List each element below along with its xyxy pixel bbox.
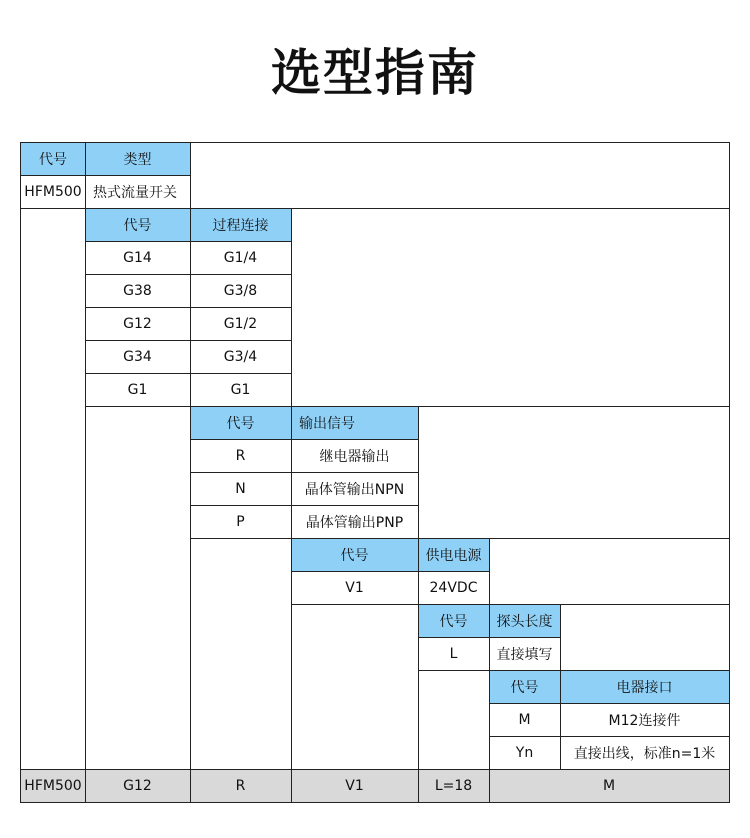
connection-code: G14 [123,249,152,266]
table-rule [291,208,292,803]
connection-code: G34 [123,348,152,365]
output-value: 晶体管输出PNP [305,514,404,531]
output-name-header: 输出信号 [291,406,418,439]
table-rule [85,274,291,275]
connection-value: G1 [230,381,251,398]
connection-value: G3/8 [223,282,258,299]
connector-value: 直接出线，标准n=1米 [573,745,716,762]
table-rule [85,142,86,803]
table-rule [21,142,730,143]
example-output: R [190,769,291,802]
example-probe-length: L=18 [418,769,489,802]
output-value: 晶体管输出NPN [304,481,405,498]
table-rule [20,142,21,803]
output-value: 继电器输出 [319,448,390,465]
table-rule [489,736,730,737]
table-rule [489,703,730,704]
table-rule [85,340,291,341]
connection-name-header: 过程连接 [190,208,291,241]
table-rule [85,307,291,308]
power-code: V1 [345,579,364,596]
table-rule [560,604,561,769]
table-rule [21,175,190,176]
connection-value: G1/2 [223,315,258,332]
probe-code: L [449,645,458,662]
table-rule [418,670,730,671]
table-rule [85,406,730,407]
table-rule [489,538,490,803]
example-model: HFM500 [21,769,85,802]
connector-code: Yn [515,744,534,761]
table-rule [21,769,730,770]
page-title: 选型指南 [271,44,479,102]
table-rule [291,571,489,572]
probe-code-header: 代号 [418,604,489,637]
table-rule [190,142,191,803]
connector-name-header: 电器接口 [560,670,729,703]
probe-name-header: 探头长度 [489,604,560,637]
table-rule [190,538,730,539]
output-code-header: 代号 [190,406,291,439]
table-rule [729,142,730,803]
connection-code: G1 [127,381,148,398]
connection-code: G12 [123,315,152,332]
table-rule [190,472,418,473]
example-connector: M [489,769,729,802]
table-rule [190,439,418,440]
connector-value: M12连接件 [608,712,681,729]
model-type-header: 类型 [85,143,190,175]
table-rule [85,373,291,374]
connection-value: G1/4 [223,249,258,266]
connector-code: M [518,711,531,728]
table-rule [418,406,419,803]
output-code: R [235,447,246,464]
table-rule [21,208,730,209]
output-code: P [236,513,245,530]
connection-code-header: 代号 [85,208,190,241]
model-code: HFM500 [24,183,82,200]
connection-code: G38 [123,282,152,299]
example-connection: G12 [85,769,190,802]
probe-value: 直接填写 [496,646,553,663]
model-code-header: 代号 [21,143,85,175]
example-power: V1 [291,769,418,802]
power-code-header: 代号 [291,538,418,571]
table-rule [190,505,418,506]
output-code: N [235,480,246,497]
model-type: 热式流量开关 [93,184,177,201]
power-value: 24VDC [429,579,478,596]
table-rule [85,241,291,242]
power-name-header: 供电电源 [418,538,489,571]
connector-code-header: 代号 [489,670,560,703]
connection-value: G3/4 [223,348,258,365]
table-rule [291,604,730,605]
table-rule [21,802,730,803]
